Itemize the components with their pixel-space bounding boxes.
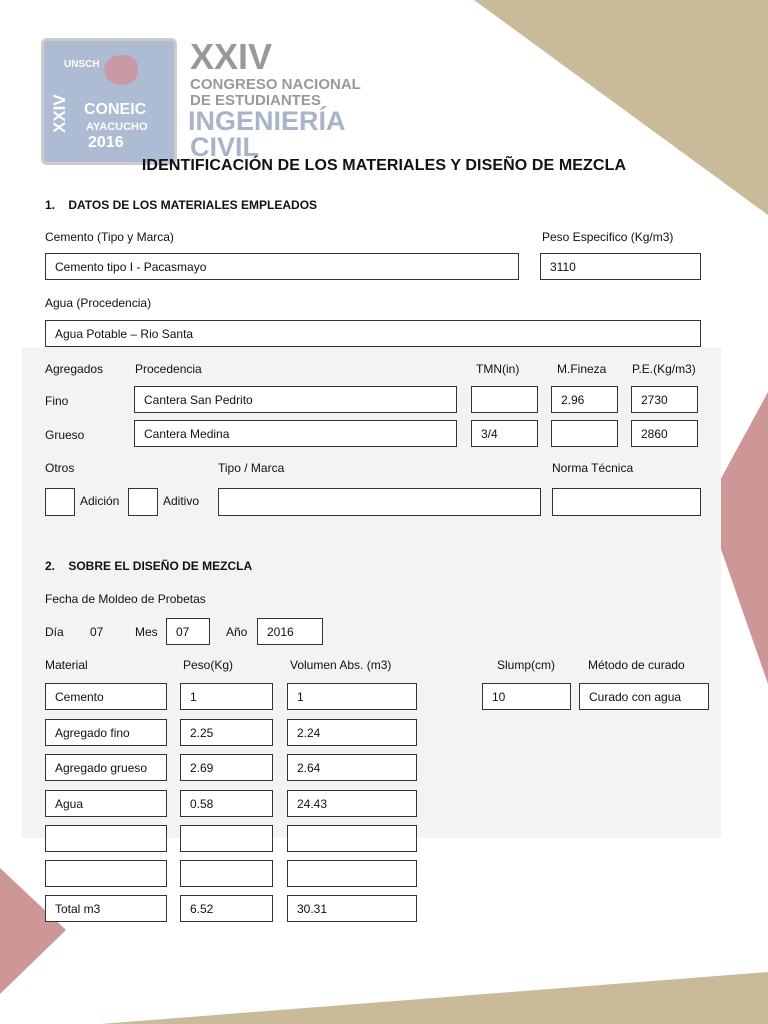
adicion-label: Adición [80,494,120,508]
total-row-peso[interactable]: 6.52 [180,895,273,922]
page-title: IDENTIFICACIÓN DE LOS MATERIALES Y DISEÑO DE MEZCLA [141,157,627,174]
norma-tecnica-field[interactable] [552,488,701,516]
badge-coneic-text: CONEIC [84,101,147,118]
mes-label: Mes [135,625,158,639]
dia-value: 07 [90,625,104,639]
row-6-peso[interactable] [180,860,273,887]
row-4-volumen[interactable]: 24.43 [287,790,417,817]
row-1-volumen[interactable]: 1 [287,683,417,710]
agregados-header: Agregados [45,362,104,376]
row-1-material[interactable]: Cemento [45,683,167,710]
pe-header: P.E.(Kg/m3) [632,362,696,376]
row-3-material[interactable]: Agregado grueso [45,754,167,781]
row-2-material[interactable]: Agregado fino [45,719,167,746]
bottom-tan-band [100,972,768,1024]
section-1-heading: 1. DATOS DE LOS MATERIALES EMPLEADOS [45,198,318,212]
aditivo-checkbox[interactable] [128,488,158,516]
row-3-volumen[interactable]: 2.64 [287,754,417,781]
fino-procedencia-field[interactable]: Cantera San Pedrito [134,386,457,413]
adicion-checkbox[interactable] [45,488,75,516]
mfineza-header: M.Fineza [557,362,607,376]
row-3-peso[interactable]: 2.69 [180,754,273,781]
logo-line-2: DE ESTUDIANTES [190,92,321,109]
row-4-material[interactable]: Agua [45,790,167,817]
mes-field[interactable]: 07 [166,618,210,645]
logo-line-1: CONGRESO NACIONAL [190,76,361,93]
row-5-volumen[interactable] [287,825,417,852]
badge-mascot-icon [104,55,138,85]
metodo-curado-field[interactable]: Curado con agua [579,683,709,710]
badge-roman-text: XXIV [50,94,69,133]
peso-especifico-label: Peso Especifico (Kg/m3) [542,230,674,244]
anio-field[interactable]: 2016 [257,618,323,645]
row-2-volumen[interactable]: 2.24 [287,719,417,746]
grueso-label: Grueso [45,428,85,442]
norma-tecnica-label: Norma Técnica [552,461,634,475]
section-2-heading: 2. SOBRE EL DISEÑO DE MEZCLA [45,559,253,573]
tipo-marca-label: Tipo / Marca [218,461,285,475]
procedencia-header: Procedencia [135,362,202,376]
grueso-mfineza-field[interactable] [551,420,618,447]
badge-year-text: 2016 [88,134,124,151]
anio-label: Año [226,625,248,639]
row-2-peso[interactable]: 2.25 [180,719,273,746]
row-1-peso[interactable]: 1 [180,683,273,710]
material-header: Material [45,658,88,672]
otros-label: Otros [45,461,75,475]
metodo-curado-header: Método de curado [588,658,685,672]
logo-line-4: CIVIL [190,132,260,162]
row-4-peso[interactable]: 0.58 [180,790,273,817]
dia-label: Día [45,625,64,639]
row-5-material[interactable] [45,825,167,852]
grueso-procedencia-field[interactable]: Cantera Medina [134,420,457,447]
badge-unsch-text: UNSCH [64,59,100,70]
fino-tmn-field[interactable] [471,386,538,413]
cemento-label: Cemento (Tipo y Marca) [45,230,174,244]
fino-label: Fino [45,394,69,408]
grueso-pe-field[interactable]: 2860 [631,420,698,447]
aditivo-label: Aditivo [163,494,200,508]
coneic-logo-badge [41,38,177,165]
volumen-header: Volumen Abs. (m3) [290,658,392,672]
row-6-volumen[interactable] [287,860,417,887]
logo-roman-numeral: XXIV [190,36,273,77]
total-row-volumen[interactable]: 30.31 [287,895,417,922]
tmn-header: TMN(in) [476,362,520,376]
slump-field[interactable]: 10 [482,683,571,710]
row-5-peso[interactable] [180,825,273,852]
agua-field[interactable]: Agua Potable – Rio Santa [45,320,701,347]
tipo-marca-field[interactable] [218,488,541,516]
total-row-material[interactable]: Total m3 [45,895,167,922]
row-6-material[interactable] [45,860,167,887]
fino-mfineza-field[interactable]: 2.96 [551,386,618,413]
grueso-tmn-field[interactable]: 3/4 [471,420,538,447]
fecha-moldeo-label: Fecha de Moldeo de Probetas [45,592,206,606]
slump-header: Slump(cm) [497,658,556,672]
fino-pe-field[interactable]: 2730 [631,386,698,413]
logo-line-3: INGENIERÍA [188,106,346,136]
peso-especifico-field[interactable]: 3110 [540,253,701,280]
cemento-field[interactable]: Cemento tipo I - Pacasmayo [45,253,519,280]
top-right-tan-triangle [474,0,768,215]
peso-header: Peso(Kg) [183,658,234,672]
badge-city-text: AYACUCHO [86,121,148,133]
agua-label: Agua (Procedencia) [45,296,152,310]
